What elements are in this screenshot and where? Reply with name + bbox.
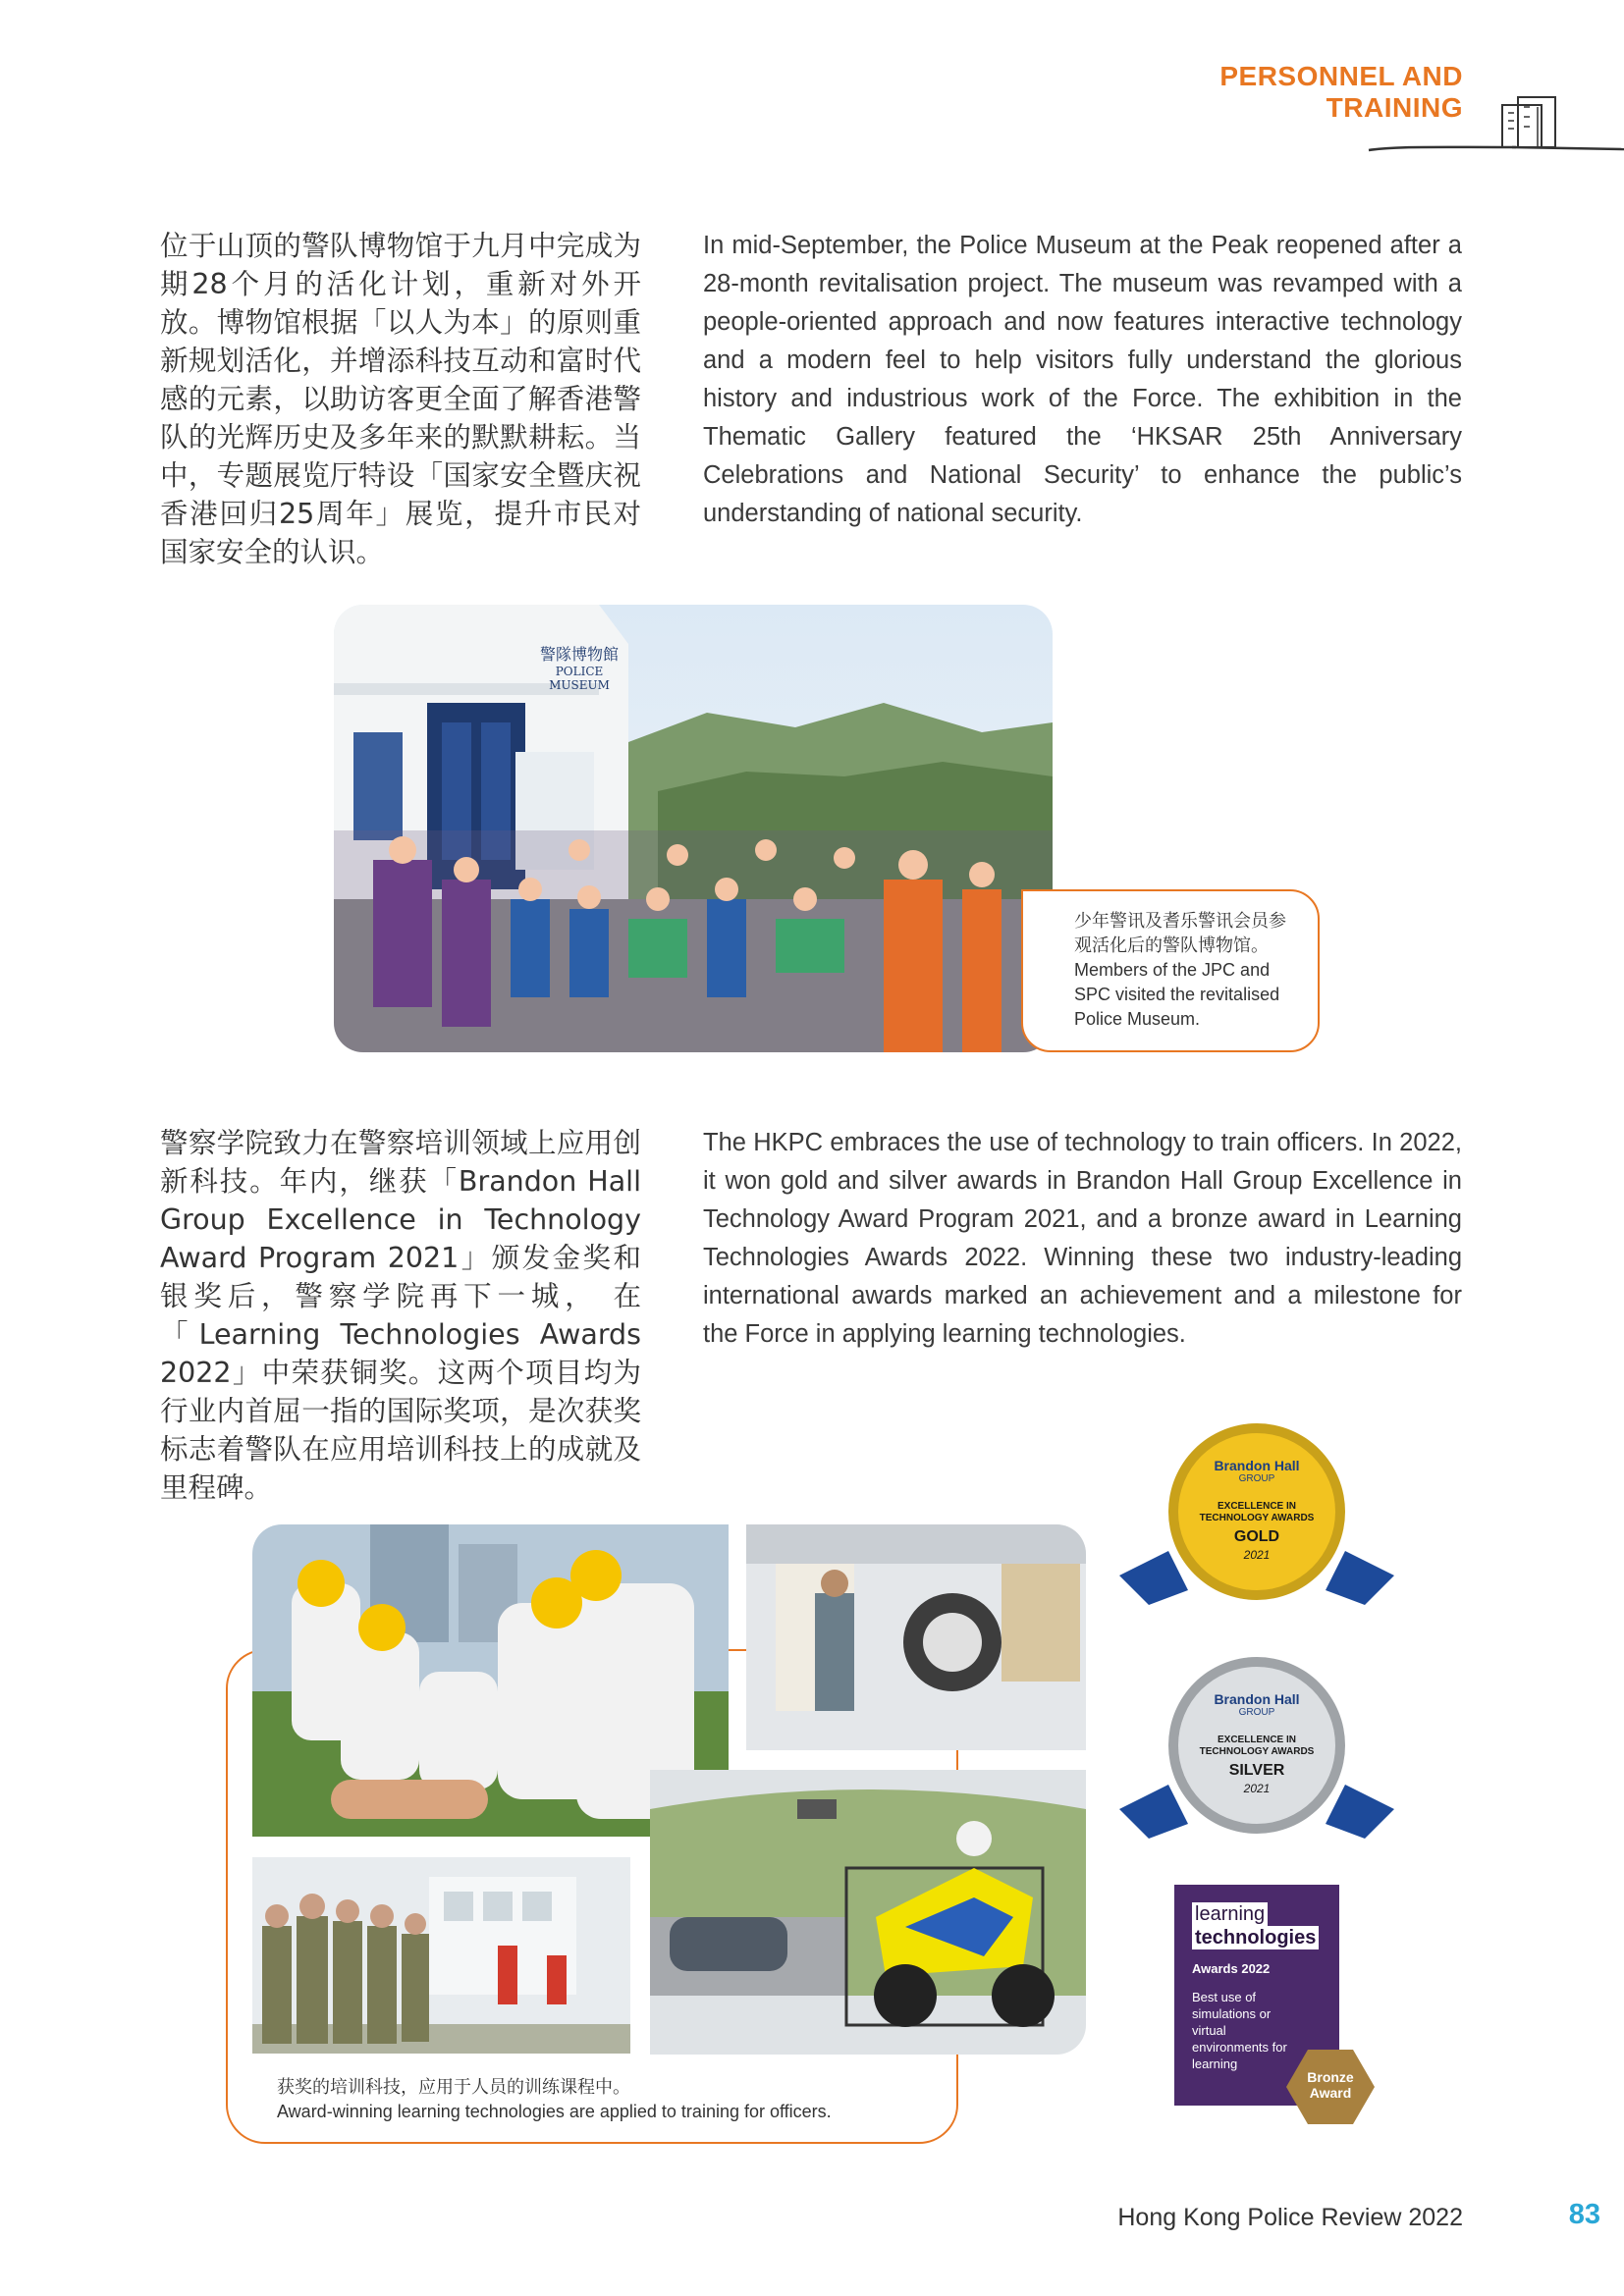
museum-caption-en: Members of the JPC and SPC visited the revitalised Police Museum. (1074, 960, 1280, 1029)
police-museum-photo (334, 605, 1053, 1052)
silver-excellence-line1: EXCELLENCE IN (1217, 1735, 1296, 1745)
publication-title: Hong Kong Police Review 2022 (1117, 2204, 1463, 2231)
gold-brandon-name: Brandon Hall (1214, 1458, 1300, 1473)
bronze-badge-line1: Bronze (1307, 2069, 1354, 2085)
gold-label: GOLD (1233, 1528, 1280, 1545)
hkpc-paragraph-cn: 警察学院致力在警察培训领域上应用创新科技。年内，继获「Brandon Hall Group Excellence in Technology Award Program 2021」颁发金奖和银奖后，警察学院再下一城， 在「Learning Technologies Awards 2022」中荣获铜奖。这两个项目均为行业内首屈一指的国际奖项，是次获奖标志着警队在应用培训科技上的成就及里程碑。 (160, 1127, 641, 1504)
silver-award-badge (1110, 1652, 1404, 1863)
page-number: 83 (1568, 2199, 1600, 2230)
vr-training-photo (746, 1524, 1086, 1750)
hkpc-paragraph-en: The HKPC embraces the use of technology to train officers. In 2022, it won gold and silver awards in Brandon Hall Group Excellence in Technology Award Program 2021, and a bronze award in Learning Technologies Awards 2022. Winning these two industry-leading international awards marked an achievement and a milestone for the Force in applying learning technologies. (703, 1129, 1462, 1348)
lt-logo-line1: learning (1192, 1902, 1268, 1926)
bronze-badge-line2: Award (1309, 2085, 1352, 2101)
bronze-award-badge (1286, 2048, 1375, 2126)
training-caption-en: Award-winning learning technologies are applied to training for officers. (277, 2102, 832, 2121)
museum-caption-box (1021, 889, 1320, 1052)
gold-award-badge (1110, 1418, 1404, 1629)
training-caption-cn: 获奖的培训科技，应用于人员的训练课程中。 (277, 2077, 630, 2098)
museum-paragraph-cn: 位于山顶的警队博物馆于九月中完成为期28个月的活化计划，重新对外开放。博物馆根据「以人为本」的原则重新规划活化，并增添科技互动和富时代感的元素，以助访客更全面了解香港警队的光辉历史及多年来的默默耕耘。当中，专题展览厅特设「国家安全暨庆祝香港回归25周年」展览，提升市民对国家安全的认识。 (160, 230, 641, 568)
gold-brandon-group: GROUP (1238, 1473, 1275, 1484)
silver-year: 2021 (1243, 1782, 1271, 1795)
officer-training-photo (252, 1857, 630, 2054)
gold-year: 2021 (1243, 1548, 1271, 1562)
building-line-icon (1365, 93, 1624, 158)
silver-brandon-group: GROUP (1238, 1707, 1275, 1718)
silver-label: SILVER (1228, 1762, 1285, 1779)
lt-logo-line2: technologies (1192, 1926, 1319, 1949)
lt-category: Best use of simulations or virtual environments for learning (1192, 1990, 1287, 2071)
silver-excellence-line2: TECHNOLOGY AWARDS (1199, 1746, 1315, 1757)
section-title: PERSONNEL AND TRAINING (1219, 61, 1463, 123)
gold-excellence-line1: EXCELLENCE IN (1217, 1501, 1296, 1512)
museum-caption-cn: 少年警讯及耆乐警讯会员参观活化后的警队博物馆。 (1074, 911, 1286, 956)
museum-paragraph-en: In mid-September, the Police Museum at the Peak reopened after a 28-month revitalisation project. The museum was revamped with a people-oriented approach and now features interactive technology and a modern feel to help visitors fully understand the glorious history and industrious work of the Force. The exhibition in the Thematic Gallery featured the ‘HKSAR 25th Anniversary Celebrations and National Security’ to enhance the public’s understanding of national security. (703, 232, 1462, 527)
museum-sign-cn: 警隊博物館 (539, 645, 619, 664)
motorcycle-simulator-photo (650, 1770, 1086, 2055)
museum-sign-en: POLICE MUSEUM (549, 665, 610, 692)
silver-brandon-name: Brandon Hall (1214, 1691, 1300, 1707)
gold-excellence-line2: TECHNOLOGY AWARDS (1199, 1513, 1315, 1523)
lt-awards-year: Awards 2022 (1192, 1961, 1271, 1976)
